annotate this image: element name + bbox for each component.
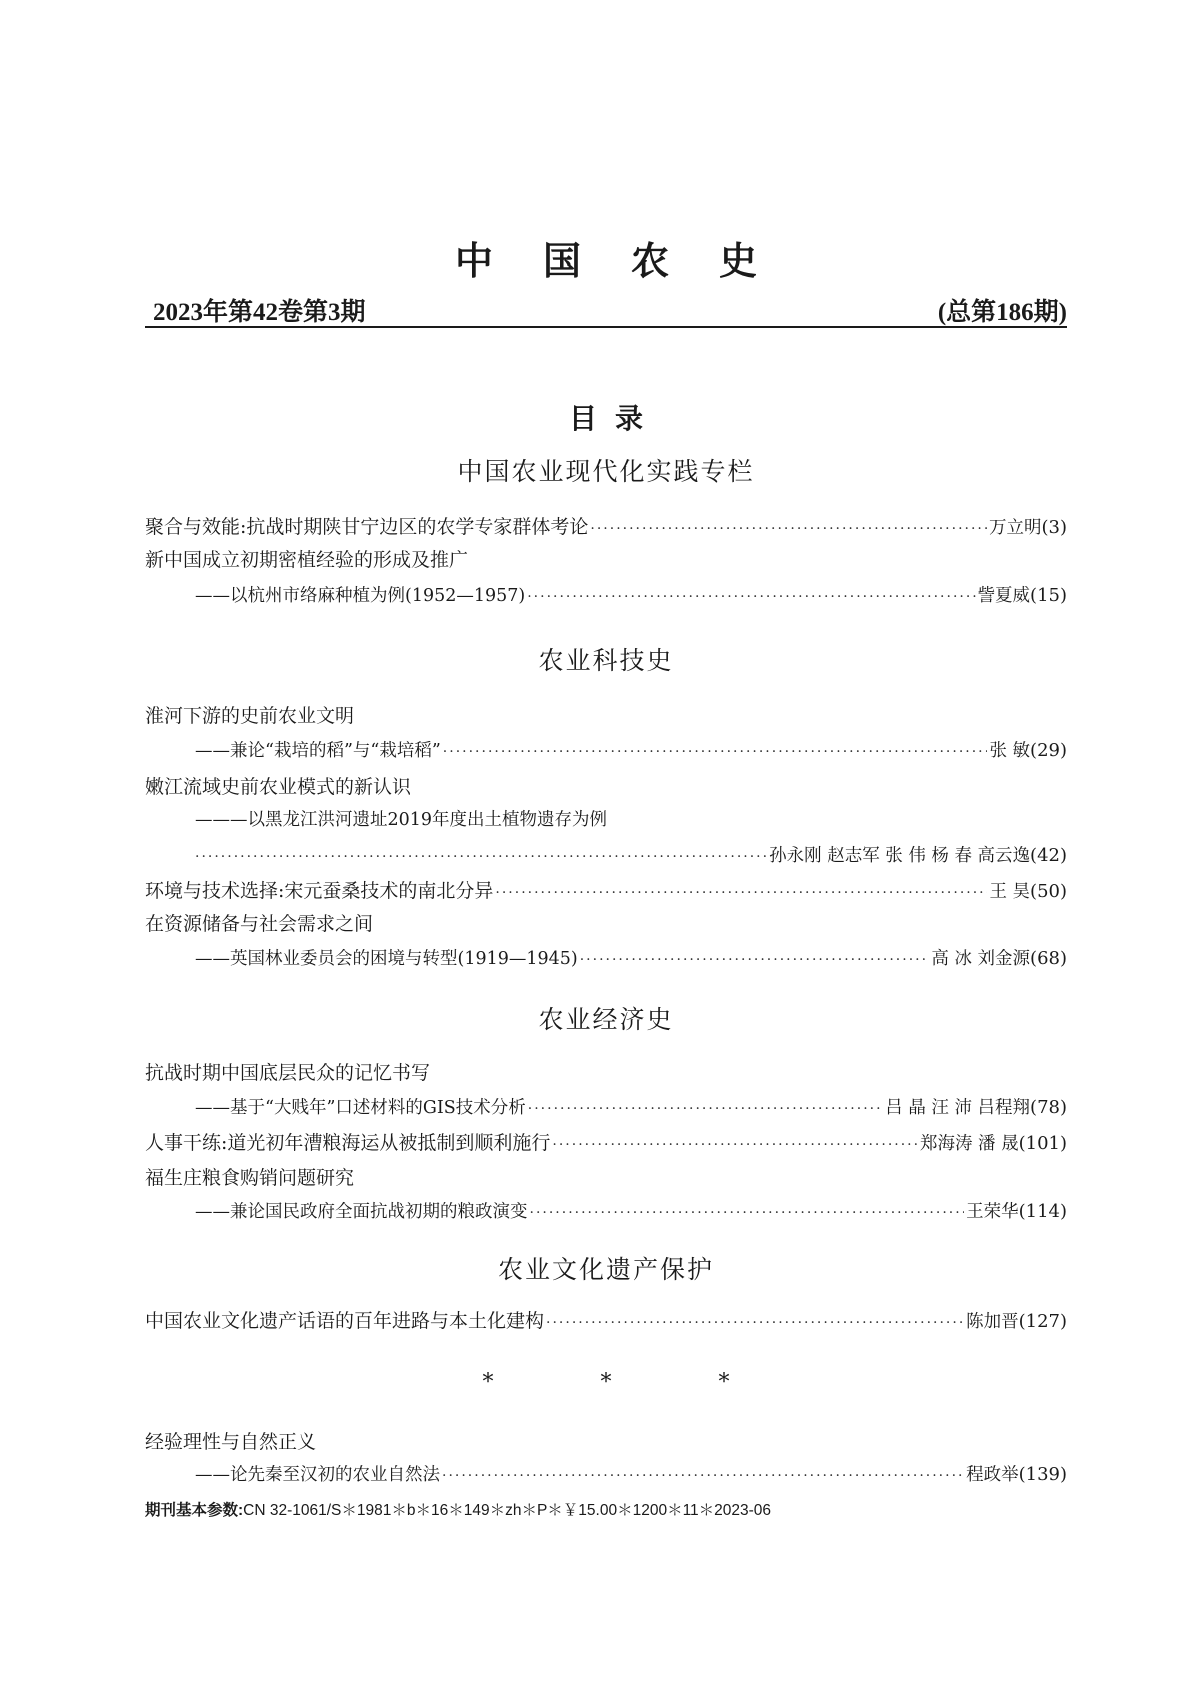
leader-dots [528, 1101, 884, 1117]
leader-dots [552, 1137, 918, 1153]
entry-subtitle: ——以杭州市络麻种植为例(1952—1957) [195, 586, 526, 606]
toc-entry-subtitle[interactable] [145, 806, 1067, 836]
toc-entry-subtitle[interactable] [145, 945, 1067, 975]
journal-title: 中国农史 [454, 239, 807, 283]
section-heading: 农业经济史 [538, 1005, 674, 1034]
toc-entry[interactable] [145, 876, 1067, 906]
leader-dots [546, 1315, 964, 1331]
entry-title: 在资源储备与社会需求之间 [145, 913, 374, 935]
toc-entry-subtitle[interactable] [145, 737, 1067, 767]
entry-author: 陈加晋 [966, 1312, 1019, 1332]
entry-title: 福生庄粮食购销问题研究 [145, 1167, 355, 1189]
entry-author: 高 冰 刘金源 [931, 949, 1031, 969]
toc-entry[interactable] [145, 909, 1067, 939]
section-heading: 农业文化遗产保护 [497, 1255, 714, 1284]
entry-author: 张 敏 [989, 741, 1031, 761]
entry-page: (29) [1030, 740, 1067, 761]
entry-author: 訾夏威 [977, 586, 1031, 606]
leader-dots [495, 885, 987, 901]
entry-subtitle: ——英国林业委员会的困境与转型(1919—1945) [195, 949, 578, 969]
separator-stars: * * * [482, 1370, 780, 1395]
toc-entry[interactable] [145, 1427, 1067, 1457]
header-rule [145, 326, 1067, 328]
toc-entry[interactable] [145, 701, 1067, 731]
entry-author: 程政举 [966, 1465, 1019, 1485]
entry-subtitle: ——基于“大贱年”口述材料的GIS技术分析 [195, 1098, 526, 1118]
toc-entry[interactable] [145, 1058, 1067, 1088]
leader-dots [443, 744, 988, 760]
toc-page [145, 0, 1067, 1696]
journal-parameters [145, 1498, 771, 1520]
toc-entry[interactable] [145, 1306, 1067, 1336]
toc-entry[interactable] [145, 1163, 1067, 1193]
entry-author: 吕 晶 汪 沛 吕程翔 [885, 1098, 1031, 1118]
entry-page: (78) [1030, 1097, 1067, 1118]
entry-page: (15) [1030, 585, 1067, 606]
leader-dots [580, 952, 930, 968]
toc-entry[interactable] [145, 512, 1067, 542]
entry-page: (50) [1030, 881, 1067, 902]
leader-dots [590, 521, 987, 537]
entry-page: (127) [1018, 1311, 1067, 1332]
entry-title: 中国农业文化遗产话语的百年进路与本土化建构 [145, 1310, 545, 1332]
entry-page: (3) [1041, 517, 1067, 538]
toc-entry[interactable] [145, 772, 1067, 802]
entry-title: 人事干练:道光初年漕粮海运从被抵制到顺利施行 [145, 1132, 551, 1154]
leader-dots [527, 589, 975, 605]
entry-author: 王荣华 [966, 1202, 1019, 1222]
entry-page: (114) [1018, 1201, 1067, 1222]
toc-entry-subtitle[interactable] [145, 1461, 1067, 1491]
entry-page: (139) [1018, 1464, 1067, 1485]
entry-page: (68) [1030, 948, 1067, 969]
issue-total: (总第186期) [937, 299, 1067, 326]
entry-subtitle: ——兼论“栽培的稻”与“栽培稻” [195, 741, 441, 761]
entry-title: 淮河下游的史前农业文明 [145, 705, 355, 727]
entry-subtitle: ——论先秦至汉初的农业自然法 [195, 1465, 440, 1485]
entry-author: 郑海涛 潘 晟 [919, 1134, 1019, 1154]
toc-entry-subtitle[interactable] [145, 582, 1067, 612]
issue-volume: 2023年第42卷第3期 [153, 299, 366, 326]
entry-title: 环境与技术选择:宋元蚕桑技术的南北分异 [145, 880, 494, 902]
entry-title: 抗战时期中国底层民众的记忆书写 [145, 1062, 431, 1084]
entry-page: (42) [1030, 845, 1067, 866]
toc-entry-subtitle[interactable] [145, 1198, 1067, 1228]
entry-author: 王 昊 [989, 882, 1031, 902]
entry-title: 经验理性与自然正义 [145, 1431, 317, 1453]
issue-row [153, 292, 1067, 326]
toc-entry-subtitle[interactable] [145, 1094, 1067, 1124]
params-value: CN 32-1061/S＊1981＊b＊16＊149＊zh＊P＊￥15.00＊1200＊11＊2023-06 [243, 1502, 772, 1519]
entry-title: 嫩江流域史前农业模式的新认识 [145, 776, 412, 798]
section-heading: 农业科技史 [538, 646, 674, 675]
entry-author: 孙永刚 赵志军 张 伟 杨 春 高云逸 [769, 846, 1031, 866]
entry-title: 新中国成立初期密植经验的形成及推广 [145, 549, 469, 571]
entry-subtitle: ——兼论国民政府全面抗战初期的粮政演变 [195, 1202, 528, 1222]
params-label: 期刊基本参数: [145, 1502, 244, 1519]
leader-dots [530, 1205, 965, 1221]
entry-page: (101) [1018, 1133, 1067, 1154]
toc-entry[interactable] [145, 1128, 1067, 1158]
toc-entry[interactable] [145, 545, 1067, 575]
toc-entry-authors[interactable] [145, 842, 1067, 872]
leader-dots [442, 1468, 964, 1484]
leader-dots [195, 849, 767, 865]
entry-subtitle: ———以黑龙江洪河遗址2019年度出土植物遗存为例 [195, 810, 608, 830]
entry-author: 万立明 [989, 518, 1042, 538]
entry-title: 聚合与效能:抗战时期陕甘宁边区的农学专家群体考论 [145, 516, 589, 538]
section-heading: 中国农业现代化实践专栏 [457, 457, 755, 486]
toc-title: 目录 [568, 402, 661, 435]
